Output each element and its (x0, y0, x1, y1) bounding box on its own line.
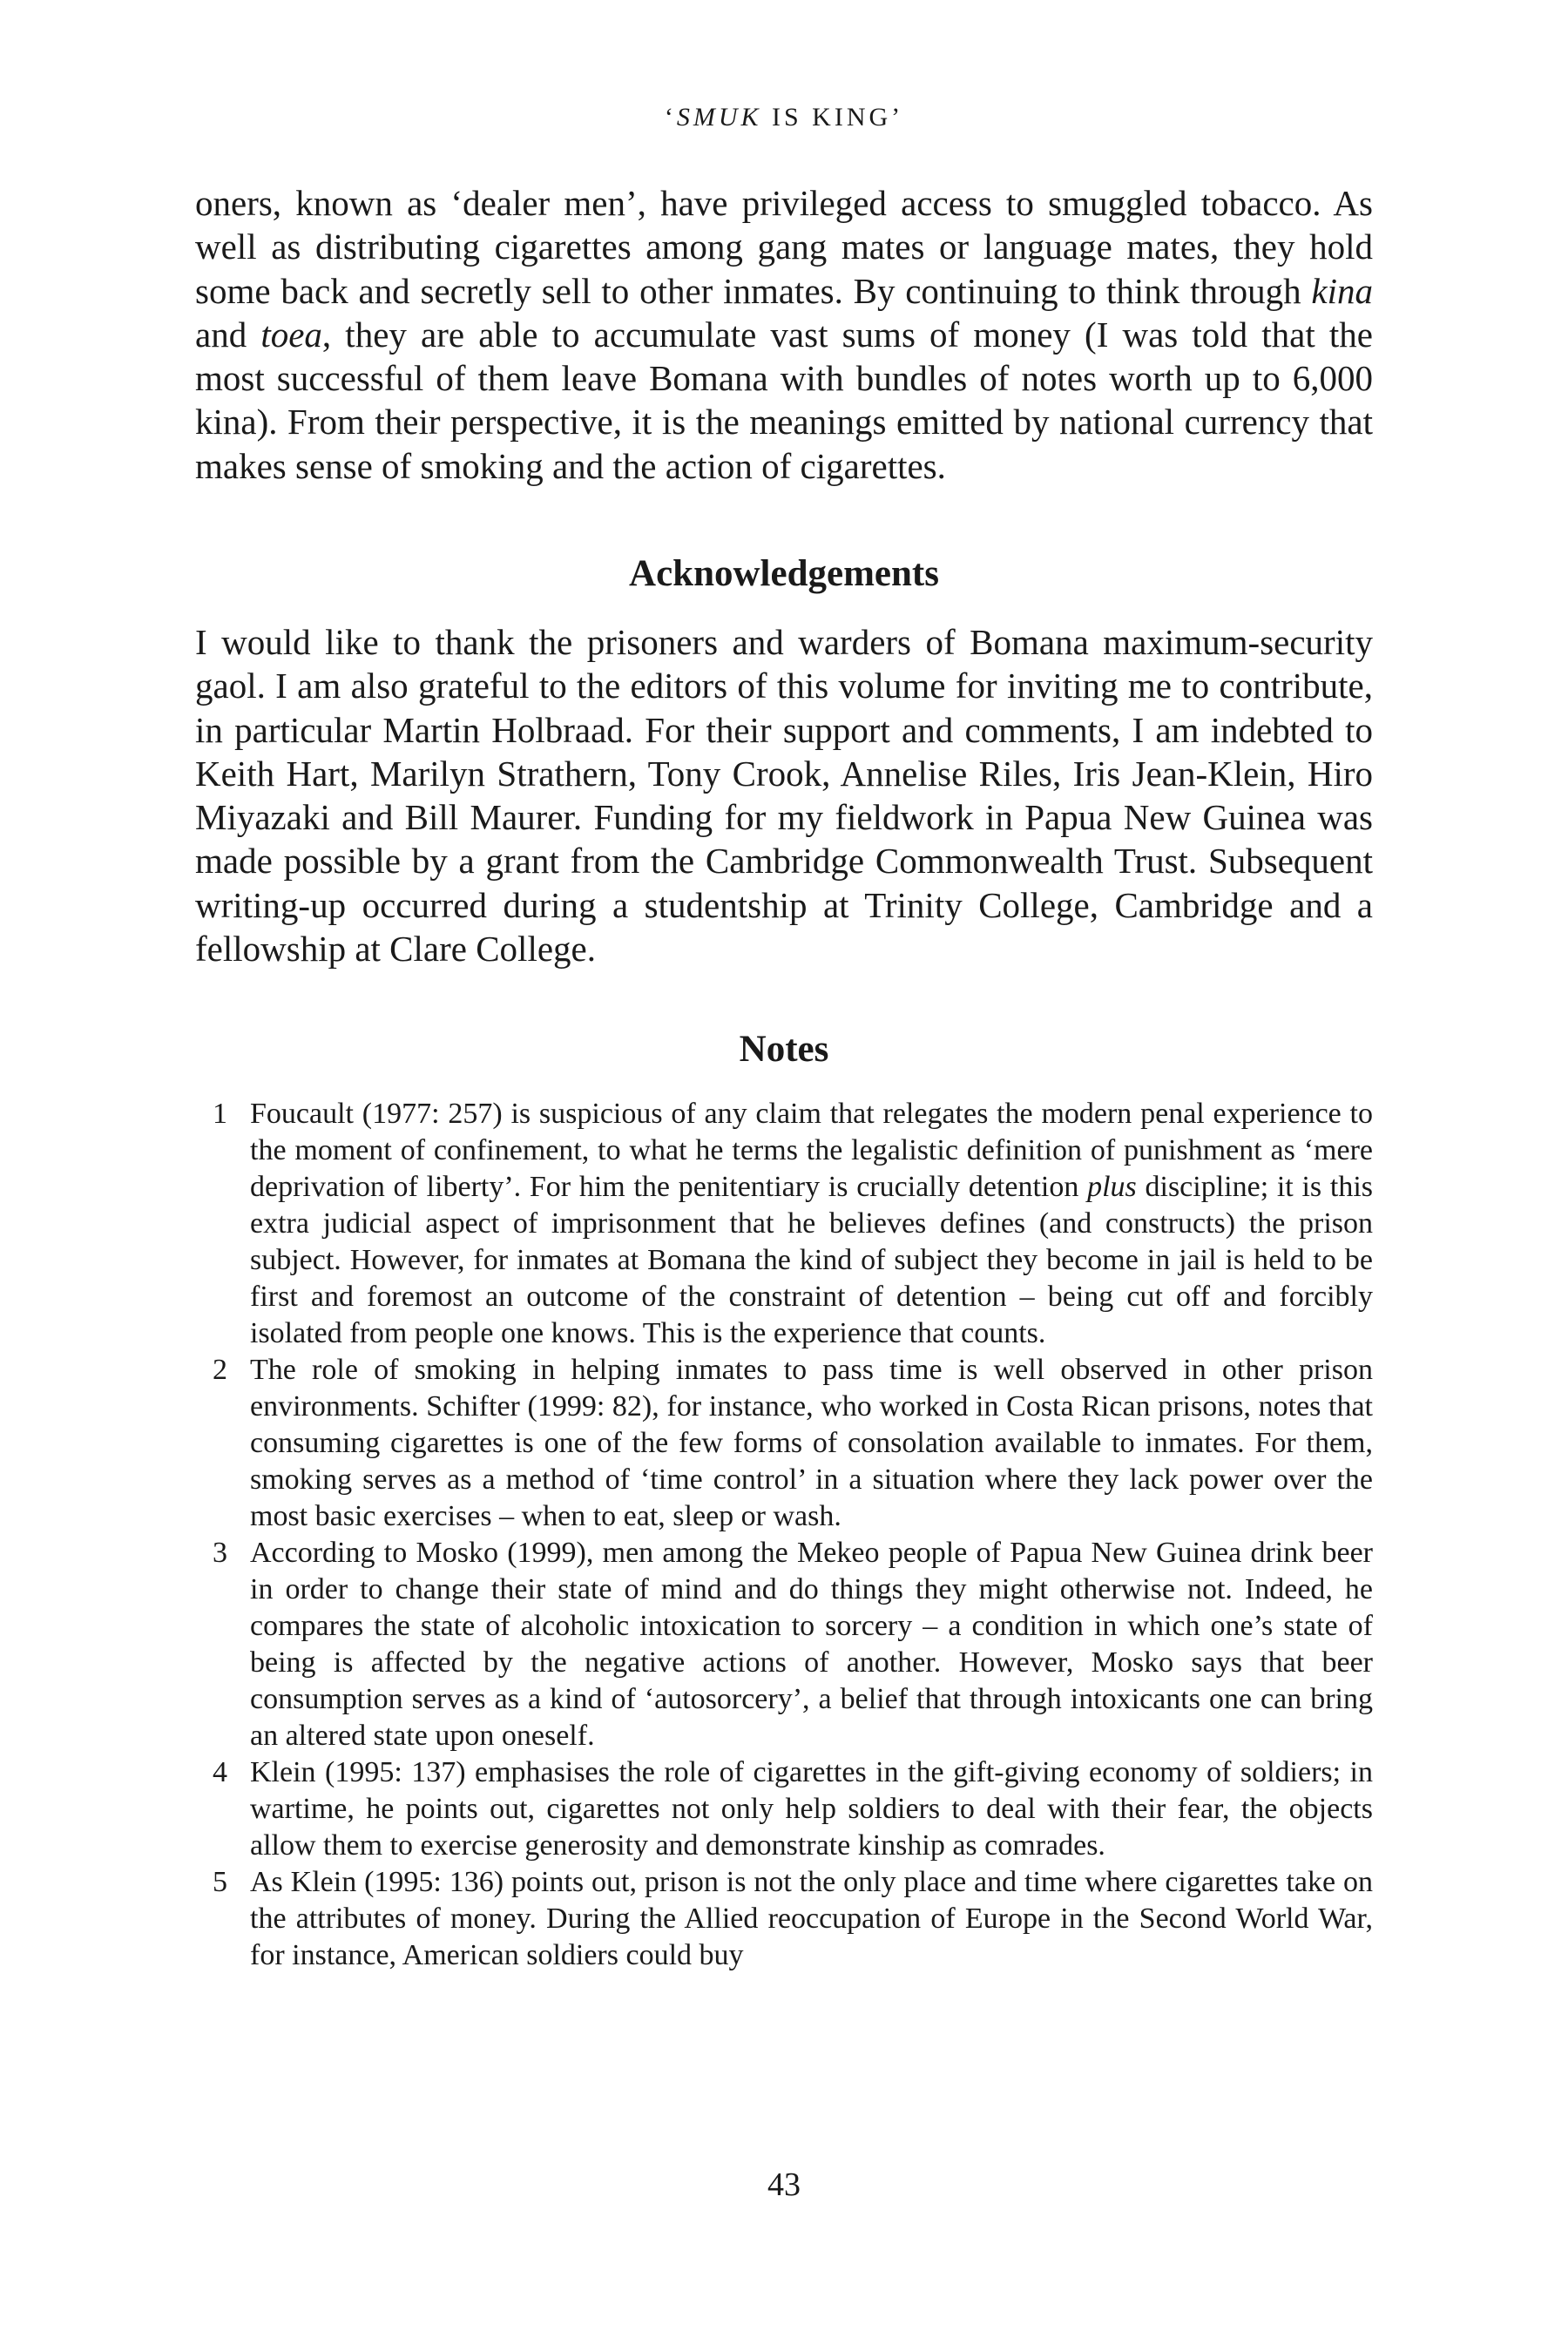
paragraph1-text-b: and (195, 314, 261, 355)
note-item (195, 1864, 1373, 1974)
body-paragraph-continued (195, 181, 1373, 488)
paragraph1-text-a: oners, known as ‘dealer men’, have privileged access to smuggled tobacco. As well as distributing cigarettes among gang mates or language mates, they hold some back and secretly sell to other inmates. By continuing to think through (195, 183, 1373, 311)
note-item (195, 1754, 1373, 1864)
notes-heading: Notes (739, 1029, 829, 1070)
note-text: As Klein (1995: 136) points out, prison is not the only place and time where cigarettes take on the attributes of money. During the Allied reoccupation of Europe in the Second World War, for instance, American soldiers could buy (250, 1866, 1373, 1971)
paragraph1-italic-kina: kina (1311, 270, 1373, 311)
note-number: 5 (213, 1866, 227, 1898)
note-text: According to Mosko (1999), men among the Mekeo people of Papua New Guinea drink beer in order to change their state of mind and do things they might otherwise not. Indeed, he compares the state of alcoholic intoxication to sorcery – a condition in which one’s state of being is affected by the negative actions of another. However, Mosko says that beer consumption serves as a kind of ‘autosorcery’, a belief that through intoxicants one can bring an altered state upon oneself. (250, 1537, 1373, 1752)
note-text: Klein (1995: 137) emphasises the role of cigarettes in the gift-giving economy of soldiers; in wartime, he points out, cigarettes not only help soldiers to deal with their fear, the objects allow them to exercise generosity and demonstrate kinship as comrades. (250, 1756, 1373, 1862)
note-text: The role of smoking in helping inmates to pass time is well observed in other prison environments. Schifter (1999: 82), for instance, who worked in Costa Rican prisons, notes that consuming cigarettes is one of the few forms of consolation available to inmates. For them, smoking serves as a method of ‘time control’ in a situation where they lack power over the most basic exercises – when to eat, sleep or wash. (250, 1354, 1373, 1532)
note-number: 3 (213, 1537, 227, 1569)
note1-text-b: discipline; it is this extra judicial aspect of imprisonment that he believes defines (and constructs) the prison subject. However, for inmates at Bomana the kind of subject they become in jail is held to be first and foremost an outcome of the constraint of detention – being cut off and forcibly isolated from people one knows. This is the experience that counts. (250, 1171, 1373, 1349)
page-number: 43 (767, 2166, 801, 2203)
note1-italic-plus: plus (1087, 1171, 1137, 1203)
note-item (195, 1535, 1373, 1754)
book-page (195, 0, 1373, 2352)
note-text (250, 1096, 1373, 1352)
running-head-open-quote: ‘ (664, 103, 677, 132)
note-number: 1 (213, 1098, 227, 1130)
note1-text-a: Foucault (1977: 257) is suspicious of any claim that relegates the modern penal experience to the moment of confinement, to what he terms the legalistic definition of punishment as ‘mere deprivation of liberty’. For him the penitentiary is crucially detention (250, 1098, 1373, 1203)
running-head-rest: IS KING’ (761, 103, 904, 132)
note-item (195, 1096, 1373, 1352)
note-item (195, 1352, 1373, 1535)
paragraph1-italic-toea: toea (260, 314, 322, 355)
running-head (195, 103, 1373, 132)
paragraph1-text-c: , they are able to accumulate vast sums of money (I was told that the most successful of them leave Bomana with bundles of notes worth up to 6,000 kina). From their perspective, it is the meanings emitted by national currency that makes sense of smoking and the action of cigarettes. (195, 314, 1373, 486)
note-number: 4 (213, 1756, 227, 1788)
running-head-italic-word: SMUK (676, 103, 762, 132)
notes-list (195, 1096, 1373, 1974)
note-number: 2 (213, 1354, 227, 1386)
acknowledgements-heading: Acknowledgements (629, 553, 939, 594)
acknowledgements-paragraph: I would like to thank the prisoners and warders of Bomana maximum-security gaol. I am also grateful to the editors of this volume for inviting me to contribute, in particular Martin Holbraad. For their support and comments, I am indebted to Keith Hart, Marilyn Strathern, Tony Crook, Annelise Riles, Iris Jean-Klein, Hiro Miyazaki and Bill Maurer. Funding for my fieldwork in Papua New Guinea was made possible by a grant from the Cambridge Commonwealth Trust. Subsequent writing-up occurred during a studentship at Trinity College, Cambridge and a fellowship at Clare College. (195, 622, 1373, 970)
